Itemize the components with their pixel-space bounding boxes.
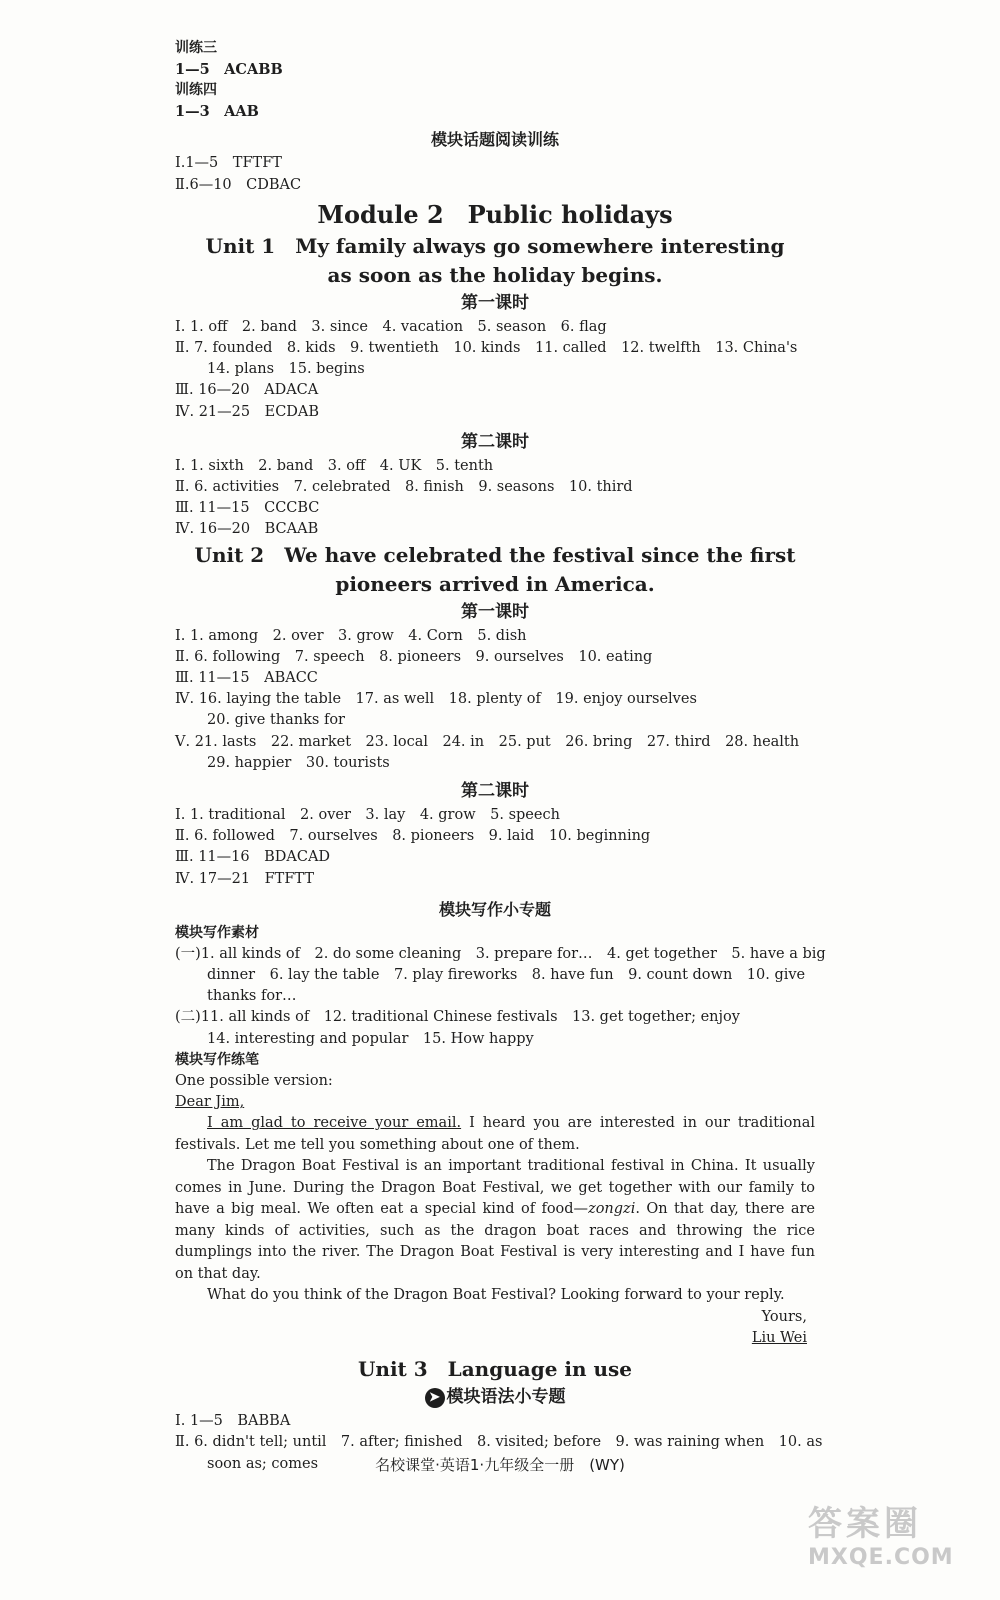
answer-line: Ⅱ. 6. activities 7. celebrated 8. finish 9. seasons 10. third <box>175 479 633 496</box>
watermark-text: 答案圈 <box>808 1504 922 1544</box>
unit1-title-line1: Unit 1 My family always go somewhere interesting <box>205 233 785 258</box>
answer-line: Ⅲ. 11—15 CCCBC <box>175 500 320 517</box>
practice-heading: 模块写作练笔 <box>175 1051 259 1068</box>
answer-line: Ⅱ. 6. followed 7. ourselves 8. pioneers 9. laid 10. beginning <box>175 828 651 845</box>
answer-line: Ⅱ.6—10 CDBAC <box>175 176 302 193</box>
letter-paragraph-2 <box>175 1156 815 1285</box>
answer-line: Ⅲ. 16—20 ADACA <box>175 382 319 399</box>
answer-line: Ⅰ. 1. off 2. band 3. since 4. vacation 5. season 6. flag <box>175 318 607 335</box>
answer-line: Ⅱ. 7. founded 8. kids 9. twentieth 10. kinds 11. called 12. twelfth 13. China's <box>175 340 798 357</box>
answer-line: (一)1. all kinds of 2. do some cleaning 3. prepare for… 4. get together 5. have a big <box>175 945 826 962</box>
answer-line: thanks for… <box>207 988 297 1005</box>
unit1-lesson1-title: 第一课时 <box>461 292 529 313</box>
answer-line: 1—3 AAB <box>175 103 259 121</box>
letter-body <box>175 1113 815 1307</box>
answer-line: 1—5 ACABB <box>175 61 283 78</box>
unit2-title-line1: Unit 2 We have celebrated the festival since the first <box>194 542 796 567</box>
answer-line: soon as; comes <box>207 1455 319 1472</box>
answer-line: Ⅲ. 11—16 BDACAD <box>175 849 331 866</box>
page-footer: 名校课堂·英语1·九年级全一册 (WY) <box>375 1456 625 1474</box>
unit2-title-line2: pioneers arrived in America. <box>335 571 655 596</box>
module-title: Module 2 Public holidays <box>317 199 673 229</box>
paragraph-text: I heard you are interested in our traditional festivals. Let me tell you something about one of them. <box>175 1115 816 1153</box>
unit3-title: Unit 3 Language in use <box>357 1357 633 1382</box>
unit2-lesson2-title: 第二课时 <box>461 781 529 802</box>
grammar-title-text: 模块语法小专题 <box>446 1387 566 1408</box>
answer-line: Ⅳ. 21—25 ECDAB <box>175 403 320 420</box>
answer-line: Ⅳ. 17—21 FTFTT <box>175 870 315 887</box>
answer-line: 29. happier 30. tourists <box>207 754 390 771</box>
letter-greeting: Dear Jim, <box>175 1094 245 1111</box>
reading-title: 模块话题阅读训练 <box>430 130 559 150</box>
answer-line: Ⅰ. 1. among 2. over 3. grow 4. Corn 5. dish <box>175 627 527 644</box>
watermark-url: MXQE.COM <box>808 1545 954 1570</box>
answer-page <box>175 38 826 1475</box>
answer-line: 14. plans 15. begins <box>207 361 365 378</box>
answer-line: dinner 6. lay the table 7. play fireworks 8. have fun 9. count down 10. give <box>207 967 806 984</box>
italic-word: zongzi <box>588 1201 636 1218</box>
material-heading: 模块写作素材 <box>175 924 259 941</box>
answer-line: Ⅳ. 16. laying the table 17. as well 18. plenty of 19. enjoy ourselves <box>175 691 697 708</box>
version-label: One possible version: <box>175 1072 333 1089</box>
unit1-title-line2: as soon as the holiday begins. <box>327 262 663 287</box>
letter-paragraph-1 <box>175 1113 815 1156</box>
answer-line: Ⅲ. 11—15 ABACC <box>175 670 318 687</box>
section-label-t3: 训练三 <box>175 40 217 56</box>
answer-line: 14. interesting and popular 15. How happy <box>207 1030 534 1047</box>
paragraph-text: The Dragon Boat Festival is an important traditional festival in China. It usually comes in June. During the Dragon Boat Festival, we get together with our family to have a big meal. We often eat a special kind of food— <box>175 1158 815 1218</box>
answer-line: Ⅴ. 21. lasts 22. market 23. local 24. in 25. put 26. bring 27. third 28. health <box>175 733 800 750</box>
arrow-right-icon: ➤ <box>425 1388 445 1408</box>
answer-line: Ⅰ. 1—5 BABBA <box>175 1413 291 1430</box>
answer-line: 20. give thanks for <box>207 712 345 729</box>
paragraph-text: . On that day, there are many kinds of activities, such as the dragon boat races and throwing the rice dumplings into the river. The Dragon Boat Festival is very interesting and I have fun on that day. <box>175 1201 815 1282</box>
letter-paragraph-3: What do you think of the Dragon Boat Festival? Looking forward to your reply. <box>207 1287 785 1304</box>
grammar-title <box>175 1384 815 1411</box>
answer-line: Ⅱ. 6. didn't tell; until 7. after; finished 8. visited; before 9. was raining when 10. as <box>175 1434 823 1451</box>
answer-line: Ⅰ. 1. traditional 2. over 3. lay 4. grow 5. speech <box>175 807 560 824</box>
answer-line: Ⅰ. 1. sixth 2. band 3. off 4. UK 5. tenth <box>175 457 494 474</box>
letter-signature: Liu Wei <box>751 1330 807 1346</box>
watermark-logo <box>808 1496 978 1576</box>
letter-closing: Yours, <box>761 1308 807 1325</box>
section-label-t4: 训练四 <box>175 82 217 99</box>
unit2-lesson1-title: 第一课时 <box>461 601 529 622</box>
unit1-lesson2-title: 第二课时 <box>461 431 529 452</box>
answer-line: Ⅱ. 6. following 7. speech 8. pioneers 9. ourselves 10. eating <box>175 648 653 665</box>
answer-line: (二)11. all kinds of 12. traditional Chinese festivals 13. get together; enjoy <box>175 1009 740 1026</box>
answer-line: Ⅰ.1—5 TFTFT <box>175 155 282 172</box>
answer-line: Ⅳ. 16—20 BCAAB <box>175 521 319 538</box>
underlined-sentence: I am glad to receive your email. <box>207 1115 462 1132</box>
writing-title: 模块写作小专题 <box>438 899 551 919</box>
